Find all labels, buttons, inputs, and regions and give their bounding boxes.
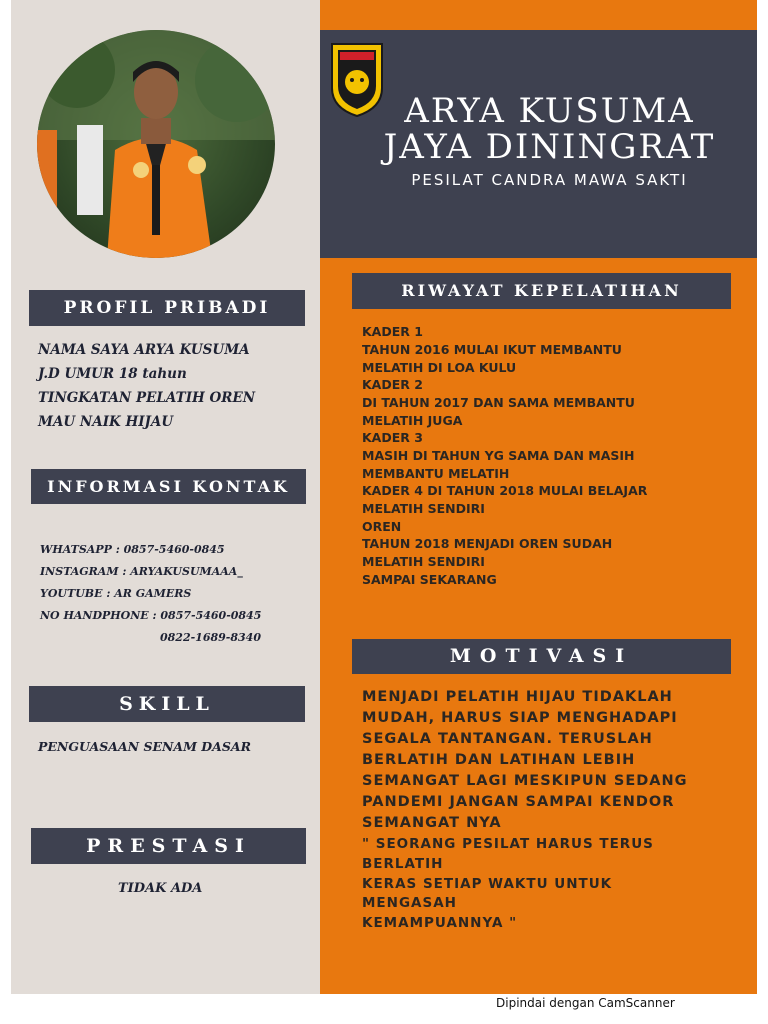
- kontak-instagram: INSTAGRAM : ARYAKUSUMAAA_: [40, 565, 243, 578]
- riwayat-line: KADER 1: [362, 324, 423, 339]
- motivasi-heading: MOTIVASI: [352, 639, 731, 674]
- subtitle: PESILAT CANDRA MAWA SAKTI: [411, 171, 688, 189]
- riwayat-line: MELATIH SENDIRI: [362, 554, 485, 569]
- riwayat-line: TAHUN 2016 MULAI IKUT MEMBANTU: [362, 342, 622, 357]
- skill-text: PENGUASAAN SENAM DASAR: [38, 739, 251, 754]
- riwayat-line: DI TAHUN 2017 DAN SAMA MEMBANTU: [362, 395, 635, 410]
- motivasi-line: MENJADI PELATIH HIJAU TIDAKLAH: [362, 689, 673, 705]
- scanner-footer: Dipindai dengan CamScanner: [496, 996, 675, 1010]
- motivasi-line: BERLATIH DAN LATIHAN LEBIH: [362, 752, 636, 768]
- quote-line: KEMAMPUANNYA ": [362, 915, 518, 931]
- prestasi-text: TIDAK ADA: [118, 881, 203, 896]
- prestasi-heading: PRESTASI: [31, 828, 306, 864]
- riwayat-line: MELATIH DI LOA KULU: [362, 360, 517, 375]
- skill-heading: SKILL: [29, 686, 305, 722]
- riwayat-line: KADER 4 DI TAHUN 2018 MULAI BELAJAR: [362, 483, 648, 498]
- riwayat-line: MELATIH SENDIRI: [362, 501, 485, 516]
- riwayat-line: MELATIH JUGA: [362, 413, 463, 428]
- profil-pribadi-heading: PROFIL PRIBADI: [29, 290, 305, 326]
- kontak-handphone-2: 0822-1689-8340: [160, 631, 261, 644]
- riwayat-line: KADER 2: [362, 377, 423, 392]
- motivasi-line: SEMANGAT LAGI MESKIPUN SEDANG: [362, 773, 688, 789]
- riwayat-line: MEMBANTU MELATIH: [362, 466, 510, 481]
- informasi-kontak-heading: INFORMASI KONTAK: [31, 469, 306, 504]
- name-line-1: ARYA KUSUMA: [404, 91, 695, 131]
- riwayat-heading: RIWAYAT KEPELATIHAN: [352, 273, 731, 309]
- quote-line: BERLATIH: [362, 856, 444, 872]
- profil-line-2: J.D UMUR 18 tahun: [38, 366, 187, 382]
- riwayat-line: MASIH DI TAHUN YG SAMA DAN MASIH: [362, 448, 635, 463]
- motivasi-line: SEMANGAT NYA: [362, 815, 502, 831]
- riwayat-line: OREN: [362, 519, 402, 534]
- riwayat-line: KADER 3: [362, 430, 423, 445]
- profil-line-1: NAMA SAYA ARYA KUSUMA: [38, 342, 250, 358]
- profil-line-4: MAU NAIK HIJAU: [38, 414, 174, 430]
- profil-line-3: TINGKATAN PELATIH OREN: [38, 390, 256, 406]
- motivasi-line: MUDAH, HARUS SIAP MENGHADAPI: [362, 710, 678, 726]
- kontak-whatsapp: WHATSAPP : 0857-5460-0845: [40, 543, 225, 556]
- profile-photo: [37, 30, 275, 258]
- kontak-handphone: NO HANDPHONE : 0857-5460-0845: [40, 609, 262, 622]
- name-line-2: JAYA DININGRAT: [383, 127, 716, 167]
- quote-line: KERAS SETIAP WAKTU UNTUK: [362, 876, 613, 892]
- riwayat-line: TAHUN 2018 MENJADI OREN SUDAH: [362, 536, 613, 551]
- riwayat-line: SAMPAI SEKARANG: [362, 572, 497, 587]
- quote-line: " SEORANG PESILAT HARUS TERUS: [362, 836, 654, 852]
- motivasi-line: PANDEMI JANGAN SAMPAI KENDOR: [362, 794, 675, 810]
- kontak-youtube: YOUTUBE : AR GAMERS: [40, 587, 192, 600]
- motivasi-line: SEGALA TANTANGAN. TERUSLAH: [362, 731, 653, 747]
- quote-line: MENGASAH: [362, 895, 457, 911]
